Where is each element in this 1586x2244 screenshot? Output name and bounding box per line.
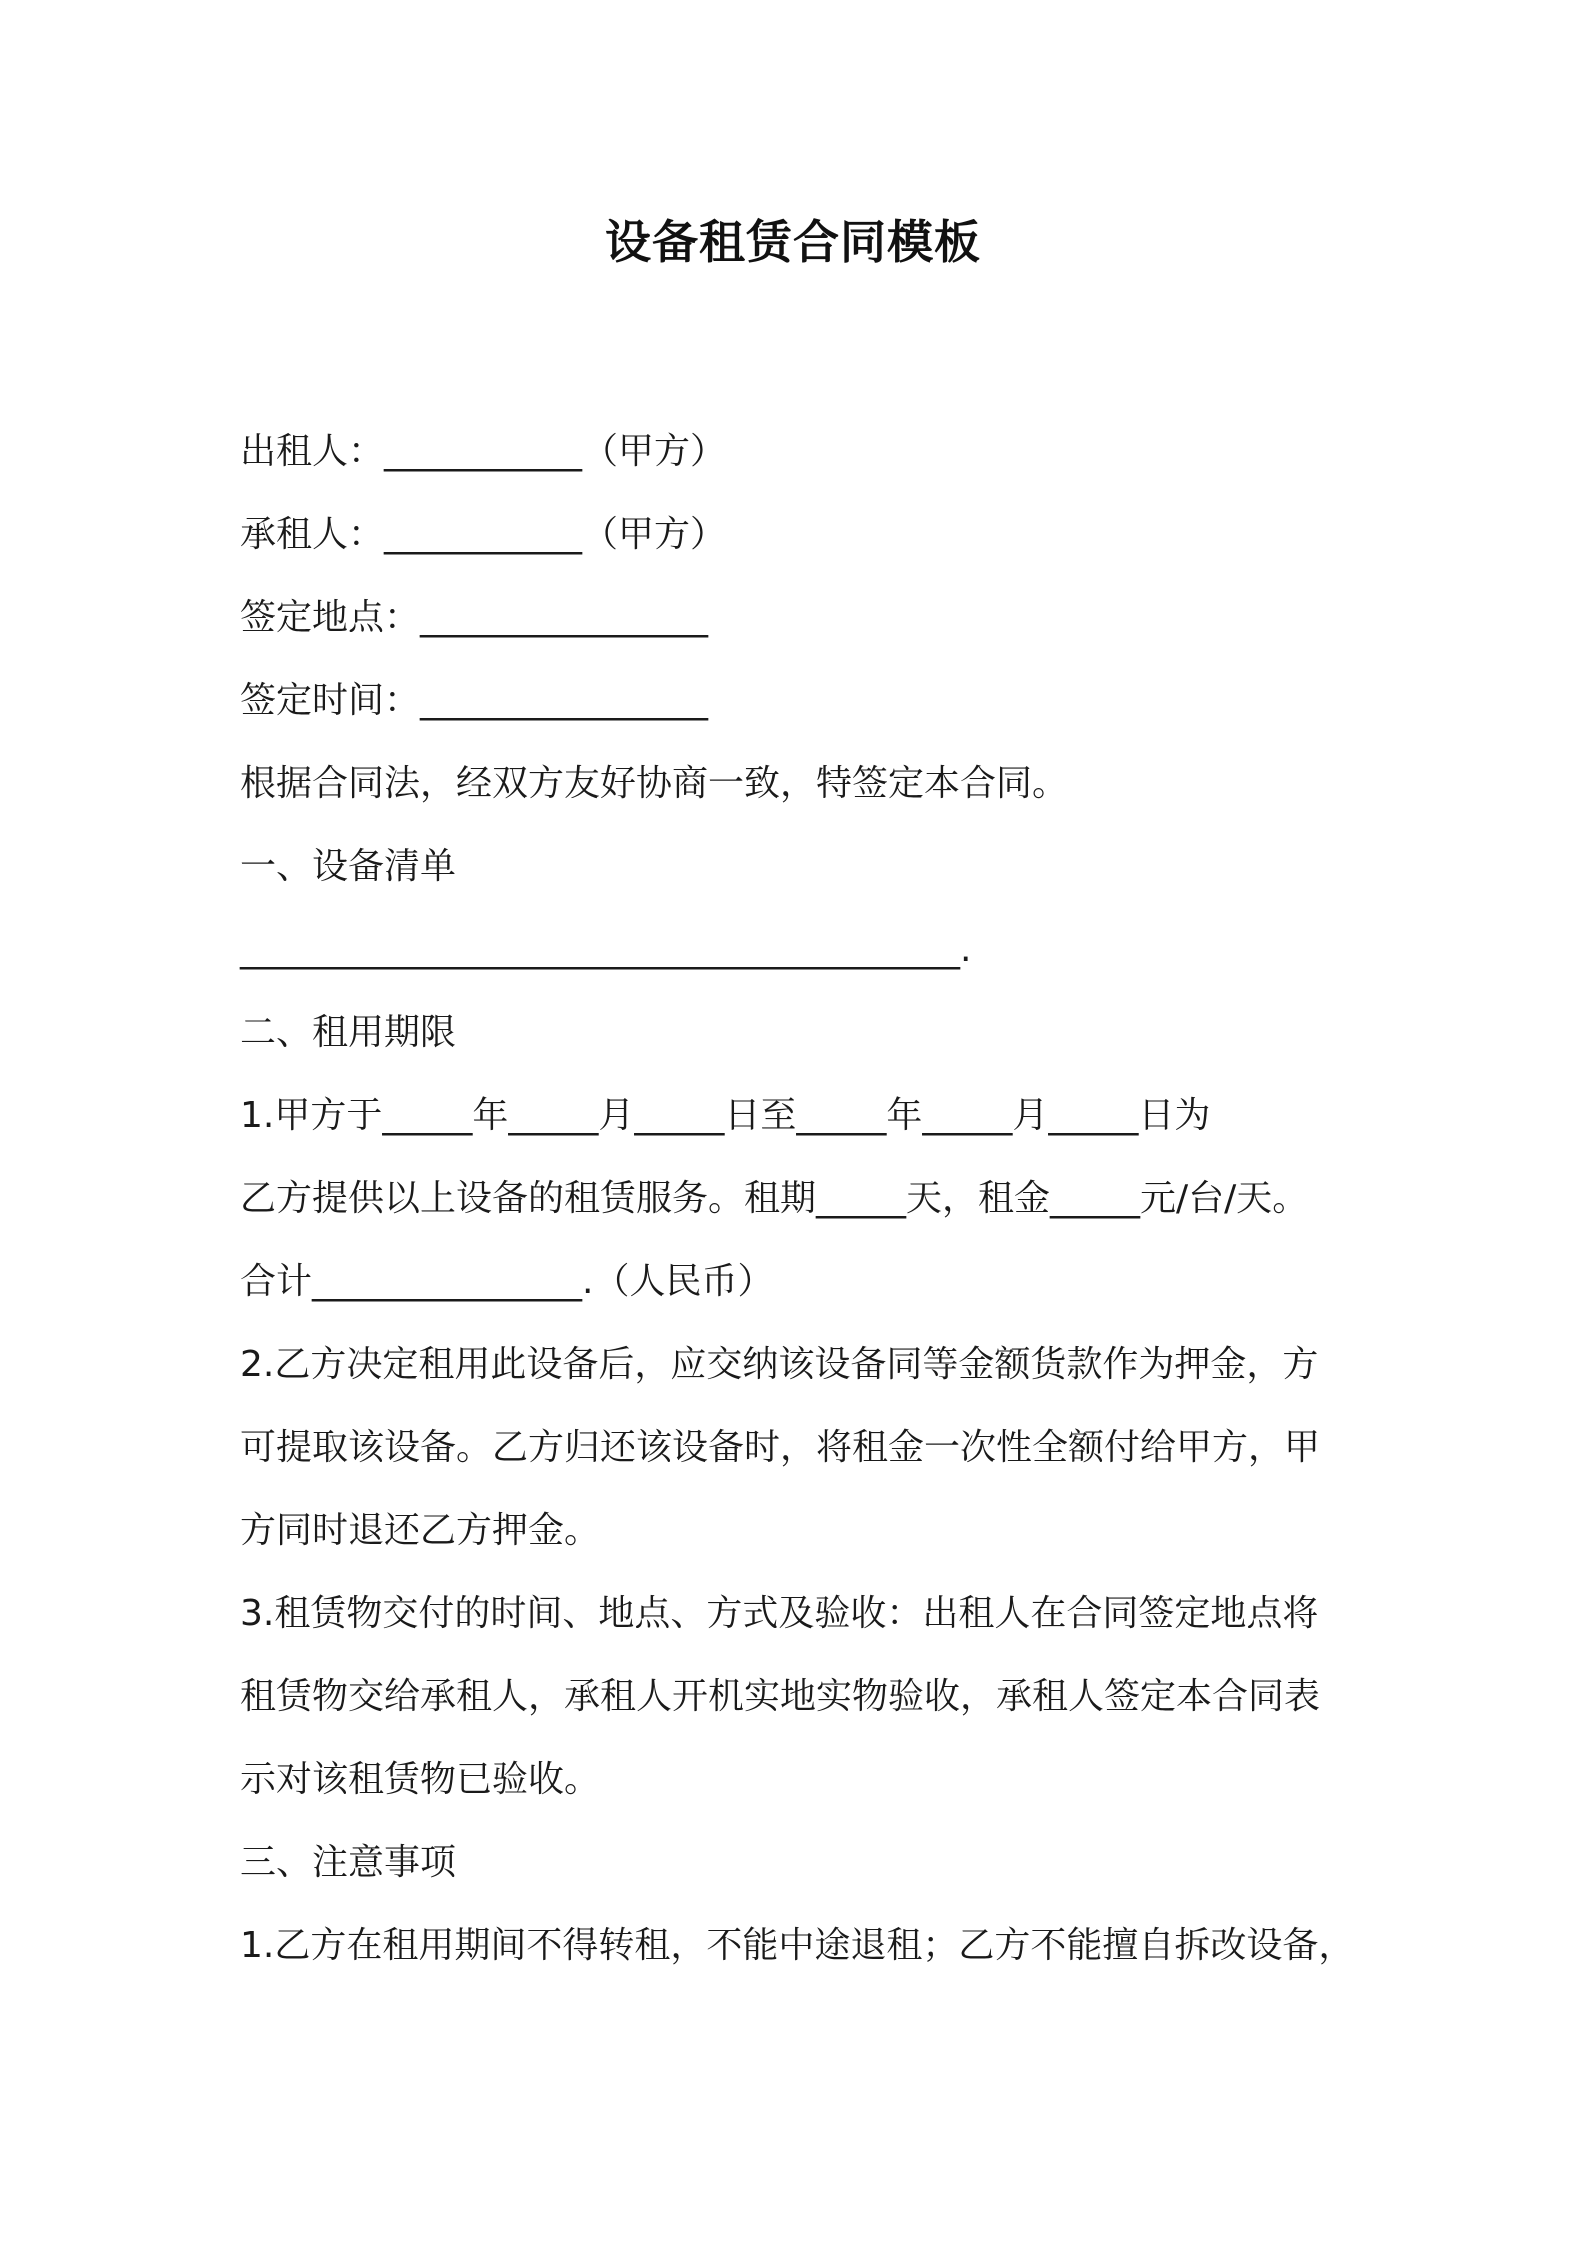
section-heading-lease-term: 二、租用期限 — [240, 1012, 457, 1053]
clause-line: 1.甲方于_____年_____月_____日至_____年_____月_____日为 — [240, 1095, 1211, 1136]
signing-time-field: 签定时间：________________ — [240, 680, 709, 721]
section-heading-notes: 三、注意事项 — [240, 1842, 457, 1883]
clause-line: 合计_______________.（人民币） — [240, 1261, 774, 1302]
clause-line: 可提取该设备。乙方归还该设备时，将租金一次性全额付给甲方，甲 — [240, 1427, 1321, 1468]
section-heading-equipment-list: 一、设备清单 — [240, 846, 457, 887]
clause-line: 1.乙方在租用期间不得转租，不能中途退租；乙方不能擅自拆改设备， — [240, 1925, 1355, 1966]
document-title: 设备租赁合同模板 — [605, 215, 981, 269]
clause-line: 3.租赁物交付的时间、地点、方式及验收：出租人在合同签定地点将 — [240, 1593, 1319, 1634]
equipment-list-blank: ________________________________________. — [240, 929, 972, 970]
clause-line: 租赁物交给承租人，承租人开机实地实物验收，承租人签定本合同表 — [240, 1676, 1321, 1717]
lessee-field: 承租人：___________（甲方） — [240, 514, 727, 555]
clause-line: 方同时退还乙方押金。 — [240, 1510, 601, 1551]
preamble-paragraph: 根据合同法，经双方友好协商一致，特签定本合同。 — [240, 763, 1069, 804]
signing-place-field: 签定地点：________________ — [240, 597, 709, 638]
clause-line: 乙方提供以上设备的租赁服务。租期_____天，租金_____元/台/天。 — [240, 1178, 1309, 1219]
document-body — [240, 410, 1360, 1987]
clause-line: 2.乙方决定租用此设备后，应交纳该设备同等金额货款作为押金，方 — [240, 1344, 1319, 1385]
clause-line: 示对该租赁物已验收。 — [240, 1759, 601, 1800]
lessor-field: 出租人：___________（甲方） — [240, 431, 727, 472]
